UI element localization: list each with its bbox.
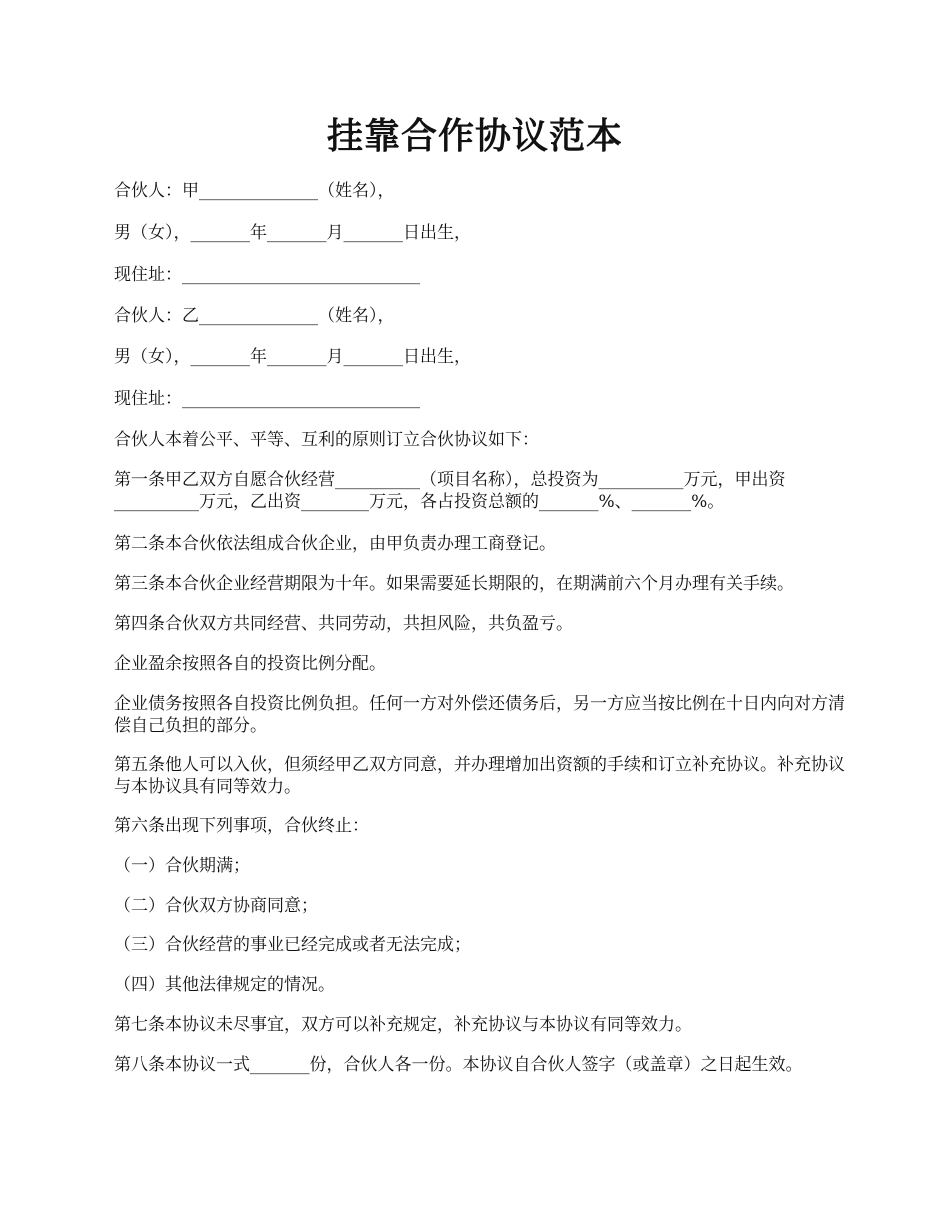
article-6: 第六条出现下列事项，合伙终止： xyxy=(114,816,369,836)
agreement-intro: 合伙人本着公平、平等、互利的原则订立合伙协议如下： xyxy=(114,430,539,450)
article-4: 第四条合伙双方共同经营、共同劳动，共担风险，共负盈亏。 xyxy=(114,614,573,634)
termination-item-4: （四）其他法律规定的情况。 xyxy=(114,975,335,995)
article-7: 第七条本协议未尽事宜，双方可以补充规定，补充协议与本协议有同等效力。 xyxy=(114,1015,692,1035)
party-a-name-line: 合伙人：甲______________（姓名）， xyxy=(114,181,395,201)
party-b-birth-line: 男（女），_______年_______月_______日出生， xyxy=(114,347,471,367)
document-title: 挂靠合作协议范本 xyxy=(326,115,623,157)
termination-item-1: （一）合伙期满； xyxy=(114,856,250,876)
party-a-address-line: 现住址：____________________________ xyxy=(114,265,420,285)
profit-distribution: 企业盈余按照各自的投资比例分配。 xyxy=(114,654,386,674)
article-2: 第二条本合伙依法组成合伙企业，由甲负责办理工商登记。 xyxy=(114,534,556,554)
termination-item-2: （二）合伙双方协商同意； xyxy=(114,896,318,916)
article-3: 第三条本合伙企业经营期限为十年。如果需要延长期限的，在期满前六个月办理有关手续。 xyxy=(114,574,794,594)
article-5: 第五条他人可以入伙，但须经甲乙双方同意，并办理增加出资额的手续和订立补充协议。补充协议与本协议具有同等效力。 xyxy=(114,755,845,797)
party-b-name-line: 合伙人：乙______________（姓名）， xyxy=(114,306,395,326)
party-b-address-line: 现住址：____________________________ xyxy=(114,389,420,409)
termination-item-3: （三）合伙经营的事业已经完成或者无法完成； xyxy=(114,935,471,955)
party-a-birth-line: 男（女），_______年_______月_______日出生， xyxy=(114,223,471,243)
article-1: 第一条甲乙双方自愿合伙经营__________（项目名称），总投资为__________万元，甲出资__________万元，乙出资________万元，各占投资总额的_______%、_______%。 xyxy=(114,470,786,512)
article-8: 第八条本协议一式_______份，合伙人各一份。本协议自合伙人签字（或盖章）之日起生效。 xyxy=(114,1055,803,1075)
debt-allocation: 企业债务按照各自投资比例负担。任何一方对外偿还债务后，另一方应当按比例在十日内向对方清偿自己负担的部分。 xyxy=(114,694,845,736)
